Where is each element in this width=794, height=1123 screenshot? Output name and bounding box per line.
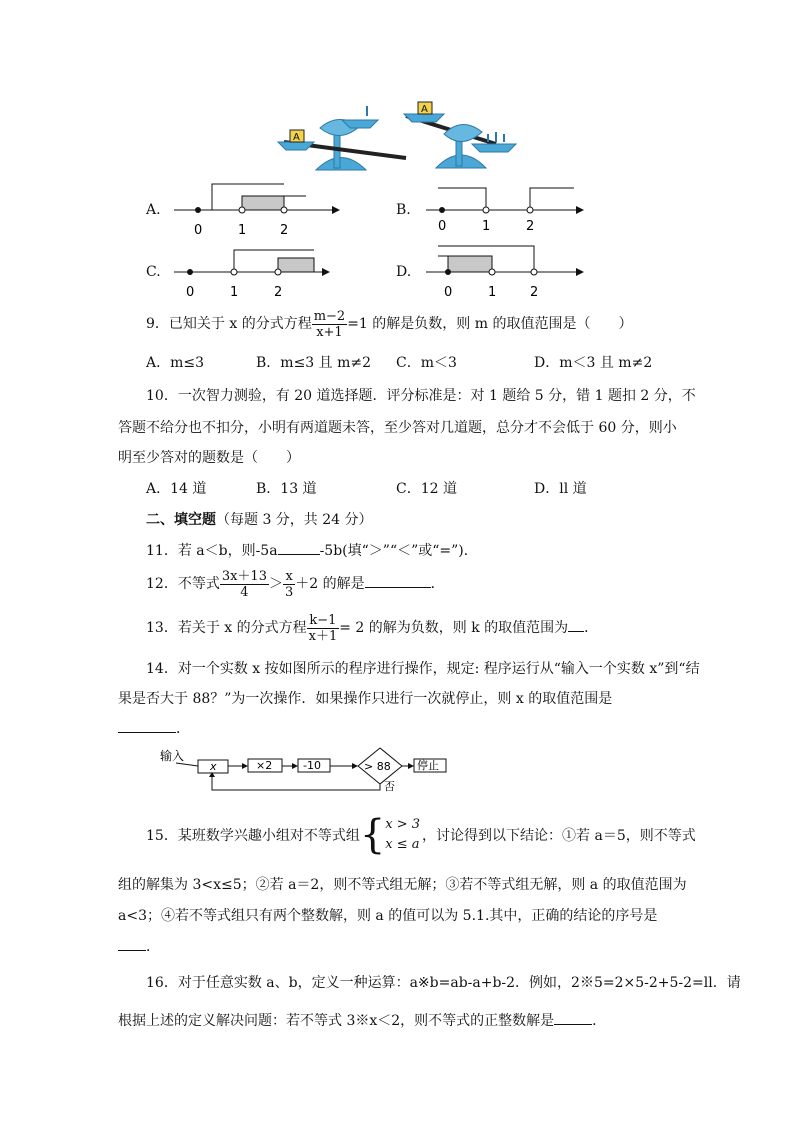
q14-period: ． <box>176 721 190 737</box>
q10-option-b: B．13 道 <box>256 481 317 497</box>
q9-denominator: x+1 <box>316 324 343 340</box>
tick-2: 2 <box>526 219 535 234</box>
q8-option-a-letter: A. <box>146 202 161 218</box>
q8-option-a-number-line <box>172 182 342 238</box>
q13-stem-mid: = 2 的解为负数，则 k 的取值范围为 <box>339 620 569 636</box>
section-2-heading <box>146 509 373 529</box>
q8-option-c-number-line <box>172 246 332 300</box>
right-weight-label: A <box>421 104 428 115</box>
q9-option-b: B．m≤3 且 m≠2 <box>256 355 372 371</box>
q10-option-a: A．14 道 <box>146 481 207 497</box>
q15-inequality-1: x > 3 <box>385 817 421 832</box>
q15-inequality-system <box>385 815 420 855</box>
left-weight-label: A <box>293 132 300 143</box>
q12-period: ． <box>430 576 445 592</box>
tick-0: 0 <box>186 285 195 300</box>
q15-answer-blank[interactable] <box>118 936 146 951</box>
q10-line-1: 10．一次智力测验，有 20 道选择题．评分标准是：对 1 题给 5 分，错 1 题扣 2 分，不 <box>146 388 696 404</box>
q14-line-2: 果是否大于 88？”为一次操作．如果操作只进行一次就停止，则 x 的取值范围是 <box>118 691 613 707</box>
balance-scales-figure <box>276 100 524 174</box>
q12-right-denominator: 3 <box>284 584 294 600</box>
q12-answer-blank[interactable] <box>365 573 431 588</box>
tick-2: 2 <box>280 223 289 238</box>
tick-1: 1 <box>238 223 247 238</box>
q16-line-2 <box>118 1010 606 1030</box>
q14-flowchart <box>150 746 454 796</box>
q13-numerator: k−1 <box>307 613 340 629</box>
q15-inequality-2: x ≤ a <box>385 837 420 852</box>
q14-line-3 <box>118 718 190 738</box>
question-11 <box>146 540 478 560</box>
q11-answer-blank[interactable] <box>278 540 320 555</box>
q12-right-numerator: x <box>283 569 295 585</box>
q9-option-c: C．m＜3 <box>396 355 457 371</box>
q10-option-c: C．12 道 <box>396 481 457 497</box>
section-2-title: 二、填空题 <box>146 512 216 528</box>
q12-greater-than: ＞ <box>268 576 283 592</box>
q8-option-d-letter: D. <box>396 264 412 280</box>
q15-line-3: a<3；④若不等式组只有两个整数解，则 a 的值可以为 5.1.其中，正确的结论的序号是 <box>118 908 658 924</box>
right-balance-scale <box>404 102 516 168</box>
q8-option-d-number-line <box>424 240 586 300</box>
tick-2: 2 <box>530 285 539 300</box>
q15-period: ． <box>146 939 160 955</box>
q9-stem-end: =1 的解是负数，则 m 的取值范围是（ ） <box>347 316 633 332</box>
q9-numerator: m−2 <box>313 308 346 324</box>
flow-stop-text: 停止 <box>417 759 439 772</box>
q15-line-2: 组的解集为 3<x≤5；②若 a＝2，则不等式组无解；③若不等式组无解，则 a 的取值范围为 <box>118 877 687 893</box>
question-13 <box>146 610 598 646</box>
q10-line-3: 明至少答对的题数是（ ） <box>118 450 300 466</box>
q15-stem-start: 15．某班数学兴趣小组对不等式组 <box>146 828 360 844</box>
q15-line-1 <box>146 812 696 858</box>
q11-stem-start: 11．若 a＜b，则-5a <box>146 543 278 559</box>
left-balance-scale <box>278 106 406 170</box>
q10-option-d: D．ll 道 <box>534 481 587 497</box>
q9-fraction <box>312 309 348 340</box>
q8-option-b-letter: B. <box>396 202 411 218</box>
q14-line-1: 14．对一个实数 x 按如图所示的程序进行操作，规定: 程序运行从“输入一个实数 x”到“结 <box>146 661 700 677</box>
flow-input-label: 输入 <box>160 749 185 763</box>
tick-1: 1 <box>488 285 497 300</box>
q8-option-b-number-line <box>424 182 586 238</box>
q15-stem-end: ，讨论得到以下结论：①若 a＝5，则不等式 <box>422 828 696 844</box>
q10-line-2: 答题不给分也不扣分，小明有两道题未答，至少答对几道题，总分才不会低于 60 分，则小 <box>118 420 677 436</box>
q12-fraction-right <box>283 569 295 600</box>
q16-line-1: 16．对于任意实数 a、b，定义一种运算：a※b=ab-a+b-2．例如，2※5=2×5-2+5-2=ll．请 <box>146 975 741 991</box>
tick-0: 0 <box>194 223 203 238</box>
q8-option-c-letter: C. <box>146 264 161 280</box>
question-9 <box>146 306 632 342</box>
q12-stem-start: 12．不等式 <box>146 576 220 592</box>
q13-fraction <box>307 613 340 644</box>
q11-stem-end: -5b(填“＞”“＜”或“=”)． <box>319 543 478 559</box>
q9-stem-start: 9．已知关于 x 的分式方程 <box>146 316 312 332</box>
flow-no-label: 否 <box>384 780 395 793</box>
flow-minus10-text: -10 <box>303 759 321 772</box>
tick-2: 2 <box>274 285 283 300</box>
flow-decision-text: > 88 <box>364 760 391 773</box>
section-2-note: （每题 3 分，共 24 分） <box>216 512 373 528</box>
q9-option-d: D．m＜3 且 m≠2 <box>534 355 653 371</box>
q16-answer-blank[interactable] <box>554 1010 592 1025</box>
q16-period: ． <box>592 1013 607 1029</box>
flow-x-text: x <box>210 760 217 773</box>
tick-0: 0 <box>438 219 447 234</box>
flow-times2-text: ×2 <box>256 759 273 772</box>
tick-0: 0 <box>444 285 453 300</box>
q13-denominator: x＋1 <box>308 628 338 644</box>
q13-answer-blank[interactable] <box>568 617 584 632</box>
q16-stem: 根据上述的定义解决问题：若不等式 3※x＜2，则不等式的正整数解是 <box>118 1013 555 1029</box>
q12-left-numerator: 3x＋13 <box>221 568 267 584</box>
tick-1: 1 <box>230 285 239 300</box>
q12-stem-end: ＋2 的解是 <box>295 576 365 592</box>
q12-left-denominator: 4 <box>240 584 249 600</box>
question-12 <box>146 565 445 603</box>
tick-1: 1 <box>482 219 491 234</box>
q12-fraction-left <box>220 569 269 600</box>
q13-stem-start: 13．若关于 x 的分式方程 <box>146 620 307 636</box>
q9-option-a: A．m≤3 <box>146 355 205 371</box>
q13-period: ． <box>584 620 599 636</box>
q14-answer-blank[interactable] <box>118 718 176 733</box>
q15-line-4 <box>118 936 160 956</box>
q15-system-brace: { <box>359 812 386 858</box>
